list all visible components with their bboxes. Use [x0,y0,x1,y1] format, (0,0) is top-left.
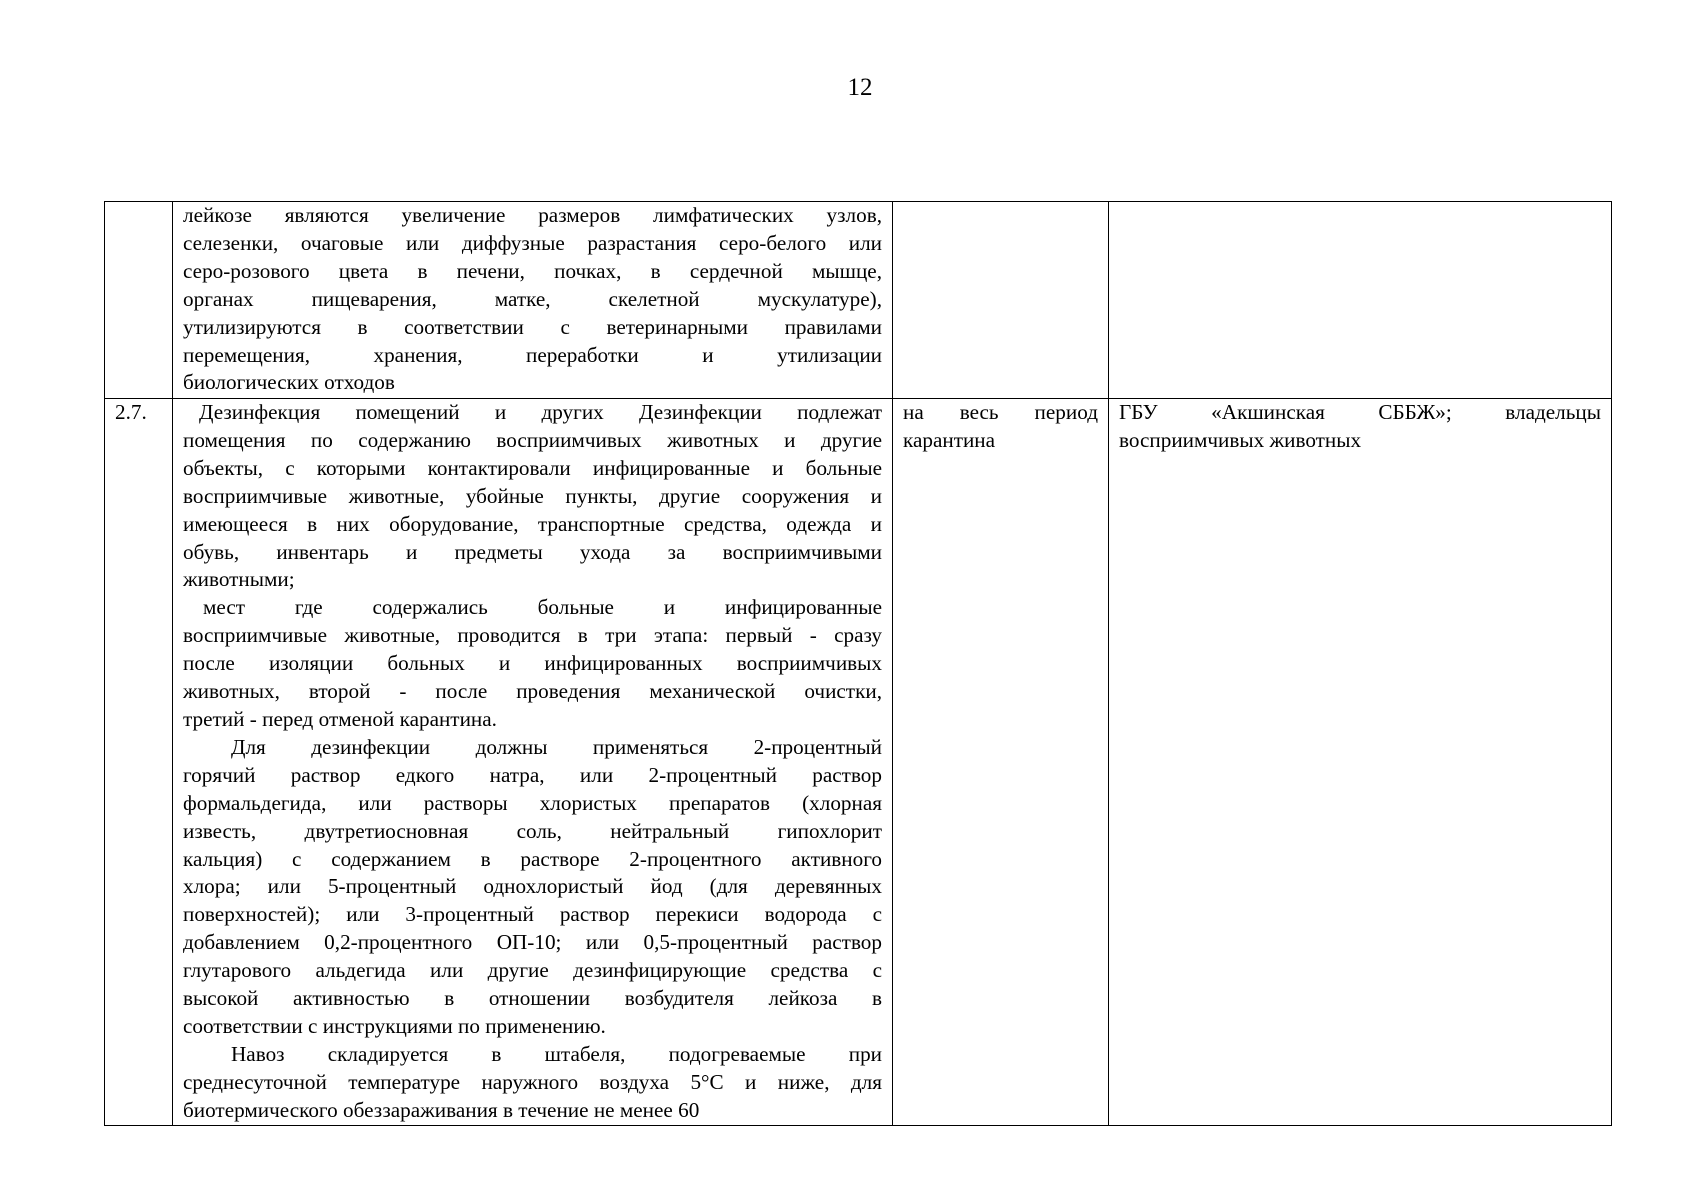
text-line: биотермического обеззараживания в течение не менее 60 [183,1097,700,1122]
row-number-cell: 2.7. [105,399,173,1126]
text-line: биологических отходов [183,370,395,395]
text-line: животными; [183,567,295,592]
text-line: после изоляции больных и инфицированных восприимчивых [183,651,882,676]
text-line: третий - перед отменой карантина. [183,706,497,731]
page-number: 12 [847,74,873,101]
text-line: кальция) с содержанием в растворе 2-процентного активного [183,846,882,871]
text-line: поверхностей); или 3-процентный раствор перекиси водорода с [183,902,882,927]
text-line: мест где содержались больные и инфицированные [203,595,882,620]
text-line: глутарового альдегида или другие дезинфицирующие средства с [183,958,882,983]
text-line: объекты, с которыми контактировали инфицированные и больные [183,455,882,480]
text-line: Навоз складируется в штабеля, подогреваемые при [231,1041,882,1066]
responsible-cell [1109,202,1612,399]
text-line: утилизируются в соответствии с ветеринарными правилами [183,314,882,339]
text-line: карантина [903,427,996,452]
text-line: обувь, инвентарь и предметы ухода за восприимчивыми [183,539,882,564]
measure-description-cell [173,202,893,399]
text-line: Для дезинфекции должны применяться 2-процентный [231,734,882,759]
row-number-cell [105,202,173,399]
table-row [105,399,1612,1126]
text-line: горячий раствор едкого натра, или 2-процентный раствор [183,762,882,787]
text-line: формальдегида, или растворы хлористых препаратов (хлорная [183,790,882,815]
text-line: лейкозе являются увеличение размеров лимфатических узлов, [183,203,882,227]
text-line: хлора; или 5-процентный однохлористый йод (для деревянных [183,874,882,899]
text-line: среднесуточной температуре наружного воздуха 5°С и ниже, для [183,1069,882,1094]
period-cell [893,202,1109,399]
measures-table [104,201,1612,1126]
text-line: перемещения, хранения, переработки и утилизации [183,342,882,367]
text-line: животных, второй - после проведения механической очистки, [183,679,882,704]
text-line: добавлением 0,2-процентного ОП-10; или 0,5-процентный раствор [183,930,882,955]
text-line: восприимчивые животные, убойные пункты, другие сооружения и [183,483,882,508]
text-line: восприимчивые животные, проводится в три этапа: первый - сразу [183,623,882,648]
text-line: восприимчивых животных [1119,427,1362,452]
text-line: ГБУ «Акшинская СББЖ»; владельцы [1119,400,1601,424]
text-line: соответствии с инструкциями по применению. [183,1013,606,1038]
responsible-cell [1109,399,1612,1126]
table-row [105,202,1612,399]
text-line: серо-розового цвета в печени, почках, в сердечной мышце, [183,258,882,283]
period-cell [893,399,1109,1126]
text-line: имеющееся в них оборудование, транспортные средства, одежда и [183,511,882,536]
text-line: органах пищеварения, матке, скелетной мускулатуре), [183,286,882,311]
measure-description-cell [173,399,893,1126]
text-line: Дезинфекция помещений и других Дезинфекции подлежат [199,400,882,424]
text-line: высокой активностью в отношении возбудителя лейкоза в [183,986,882,1011]
text-line: на весь период [903,400,1098,424]
text-line: известь, двутретиосновная соль, нейтральный гипохлорит [183,818,882,843]
text-line: селезенки, очаговые или диффузные разрастания серо-белого или [183,230,882,255]
text-line: помещения по содержанию восприимчивых животных и другие [183,427,882,452]
